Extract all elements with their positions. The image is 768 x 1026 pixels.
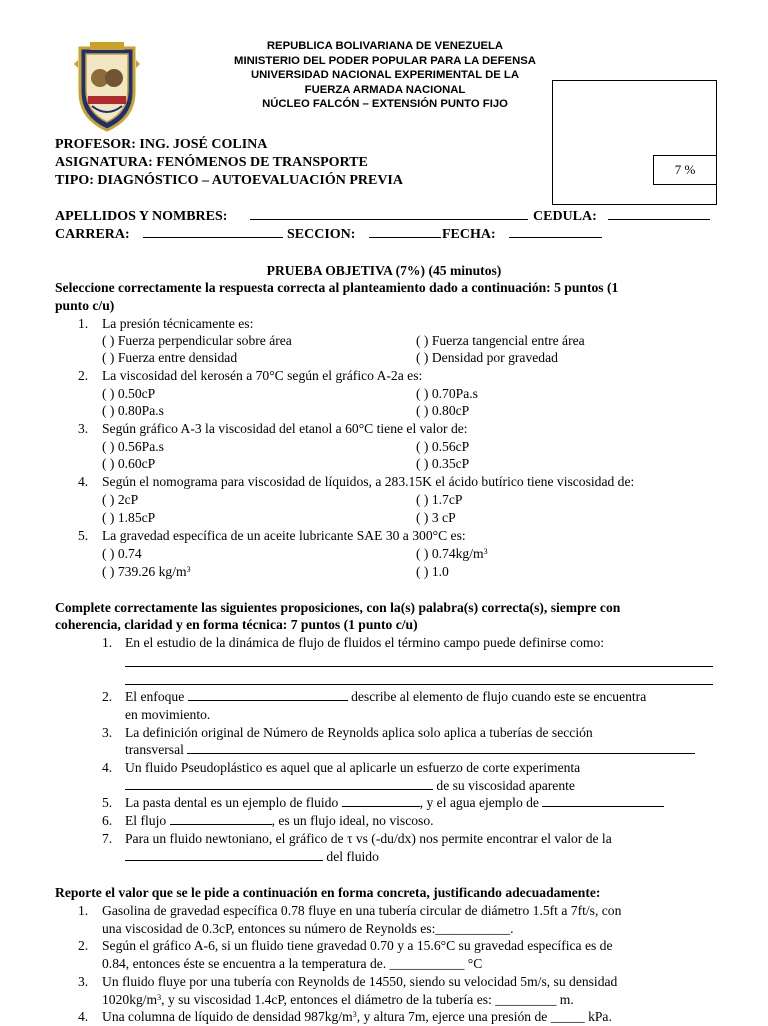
q5-option-c[interactable] [102,563,191,581]
s2-item7-text-b: del fluido [326,849,379,864]
s2-item7-text: Para un fluido newtoniano, el gráfico de τ vs (-du/dx) nos permite encontrar el valor de la [125,831,612,846]
header-line: FUERZA ARMADA NACIONAL [304,83,466,96]
apellidos-field[interactable] [250,208,528,220]
asignatura-line: ASIGNATURA: FENÓMENOS DE TRANSPORTE [55,155,368,170]
q3-option-a[interactable]: ( ) 0.56Pa.s [102,439,164,454]
q4-option-b[interactable]: ( ) 1.7cP [416,492,463,507]
s2-item6-text [125,812,434,830]
s2-item3-blank[interactable] [187,741,695,754]
s2-item1-answer-line2[interactable] [125,684,713,685]
grade-box [552,80,717,205]
header-block [200,39,570,112]
section2-instruction: Complete correctamente las siguientes proposiciones, con la(s) palabra(s) correcta(s), siempre con [55,600,621,615]
s3-item2-text: Según el gráfico A-6, si un fluido tiene gravedad 0.70 y a 15.6°C su gravedad específica es de [102,938,613,953]
q3-text: Según gráfico A-3 la viscosidad del etanol a 60°C tiene el valor de: [102,421,468,436]
grade-percent: 7 % [653,155,717,185]
q3-number: 3. [78,421,89,436]
s3-item3-text-b: , y su viscosidad 1.4cP, entonces el diámetro de la tubería es: _________ m. [161,992,574,1007]
s2-item1-text: En el estudio de la dinámica de flujo de fluidos el término campo puede definirse como: [125,635,605,650]
q5-option-b-sup: 3 [483,547,488,556]
s2-item3-text-cont [125,741,695,759]
fecha-label: FECHA: [442,227,496,242]
s2-item4-blank[interactable] [125,777,433,790]
s2-item7-number: 7. [102,831,113,846]
seccion-field[interactable] [369,226,441,238]
s2-item3-number: 3. [102,725,113,740]
s2-item5-text [125,794,664,812]
s3-item2-number: 2. [78,938,89,953]
s2-item7-blank[interactable] [125,848,323,861]
q2-text: La viscosidad del kerosén a 70°C según el gráfico A-2a es: [102,368,423,383]
q5-text: La gravedad específica de un aceite lubricante SAE 30 a 300°C es: [102,528,466,543]
s2-item4-text-cont [125,777,575,795]
s2-item4-text-b: de su viscosidad aparente [436,778,575,793]
q2-option-d[interactable]: ( ) 0.80cP [416,403,470,418]
s2-item3-text-b: transversal [125,742,184,757]
q4-number: 4. [78,474,89,489]
section3-instruction: Reporte el valor que se le pide a continuación en forma concreta, justificando adecuadamente: [55,885,601,900]
s3-item2-text-cont: 0.84, entonces éste se encuentra a la temperatura de. ___________ °C [102,956,483,971]
s2-item5-blank-b[interactable] [542,794,664,807]
s2-item2-blank[interactable] [188,688,348,701]
cedula-label: CEDULA: [533,209,597,224]
s2-item2-text [125,688,646,706]
q3-option-c[interactable]: ( ) 0.60cP [102,456,156,471]
s2-item4-text: Un fluido Pseudoplástico es aquel que al aplicarle un esfuerzo de corte experimenta [125,760,581,775]
cedula-field[interactable] [608,208,710,220]
section1-instruction: Seleccione correctamente la respuesta correcta al planteamiento dado a continuación: 5 puntos (1 [55,280,619,295]
profesor-line: PROFESOR: ING. JOSÉ COLINA [55,137,268,152]
s2-item2-text-a: El enfoque [125,689,185,704]
fecha-field[interactable] [509,226,602,238]
section1-title: PRUEBA OBJETIVA (7%) (45 minutos) [266,263,502,278]
header-line: MINISTERIO DEL PODER POPULAR PARA LA DEFENSA [234,54,536,67]
s3-item3-text: Un fluido fluye por una tubería con Reynolds de 14550, siendo su velocidad 5m/s, su densidad [102,974,618,989]
s3-item4-number: 4. [78,1009,89,1024]
s3-item3-text-cont [102,991,574,1009]
q4-text: Según el nomograma para viscosidad de líquidos, a 283.15K el ácido butírico tiene viscosidad de: [102,474,635,489]
s3-item3-number: 3. [78,974,89,989]
s2-item1-number: 1. [102,635,113,650]
s2-item3-text: La definición original de Número de Reynolds aplica solo aplica a tuberías de sección [125,725,593,740]
q2-option-a[interactable]: ( ) 0.50cP [102,386,156,401]
s2-item5-text-b: , y el agua ejemplo de [419,795,539,810]
s2-item6-blank[interactable] [170,812,272,825]
s3-item3-sup: 3 [157,993,162,1002]
s2-item5-blank-a[interactable] [342,794,420,807]
q5-option-b[interactable] [416,545,488,563]
carrera-label: CARRERA: [55,227,130,242]
s2-item5-text-a: La pasta dental es un ejemplo de fluido [125,795,339,810]
s2-item5-number: 5. [102,795,113,810]
q1-number: 1. [78,316,89,331]
q1-text: La presión técnicamente es: [102,316,254,331]
q5-option-a[interactable]: ( ) 0.74 [102,546,142,561]
s2-item2-text-cont: en movimiento. [125,707,211,722]
s2-item4-number: 4. [102,760,113,775]
seccion-label: SECCION: [287,227,356,242]
s2-item2-number: 2. [102,689,113,704]
tipo-line: TIPO: DIAGNÓSTICO – AUTOEVALUACIÓN PREVIA [55,173,403,188]
q4-option-d[interactable]: ( ) 3 cP [416,510,456,525]
s2-item6-number: 6. [102,813,113,828]
q2-option-c[interactable]: ( ) 0.80Pa.s [102,403,164,418]
s3-item4-text-b: , y altura 7m, ejerce una presión de _____ kPa. [356,1009,612,1024]
s3-item3-text-a: 1020kg/m [102,992,158,1007]
q3-option-d[interactable]: ( ) 0.35cP [416,456,470,471]
apellidos-label: APELLIDOS Y NOMBRES: [55,209,228,224]
university-seal [74,40,140,132]
s3-item1-number: 1. [78,903,89,918]
q4-option-c[interactable]: ( ) 1.85cP [102,510,156,525]
header-line: NÚCLEO FALCÓN – EXTENSIÓN PUNTO FIJO [262,98,508,110]
q1-option-d[interactable]: ( ) Densidad por gravedad [416,350,558,365]
q1-option-b[interactable]: ( ) Fuerza tangencial entre área [416,333,585,348]
q1-option-c[interactable]: ( ) Fuerza entre densidad [102,350,238,365]
q5-option-d[interactable]: ( ) 1.0 [416,564,449,579]
section1-instruction-cont: punto c/u) [55,298,115,313]
q1-option-a[interactable]: ( ) Fuerza perpendicular sobre área [102,333,292,348]
q5-number: 5. [78,528,89,543]
s3-item4-sup: 3 [352,1010,357,1019]
q5-option-c-text: ( ) 739.26 kg/m [102,564,187,579]
q5-option-c-sup: 3 [186,565,191,574]
q5-option-b-text: ( ) 0.74kg/m [416,546,484,561]
s2-item6-text-b: , es un flujo ideal, no viscoso. [271,813,434,828]
s3-item1-text: Gasolina de gravedad específica 0.78 fluye en una tubería circular de diámetro 1.5ft a 7ft/s, con [102,903,622,918]
s3-item4-text [102,1008,612,1026]
s2-item2-text-b: describe al elemento de flujo cuando este se encuentra [351,689,647,704]
q3-option-b[interactable]: ( ) 0.56cP [416,439,470,454]
header-line: REPUBLICA BOLIVARIANA DE VENEZUELA [266,40,504,52]
q2-option-b[interactable]: ( ) 0.70Pa.s [416,386,478,401]
s3-item1-text-cont: una viscosidad de 0.3cP, entonces su número de Reynolds es:___________. [102,921,514,936]
s2-item7-text-cont [125,848,379,866]
header-line: UNIVERSIDAD NACIONAL EXPERIMENTAL DE LA [250,69,519,81]
carrera-field[interactable] [143,226,283,238]
s2-item1-answer-line1[interactable] [125,666,713,667]
s3-item4-text-a: Una columna de líquido de densidad 987kg/m [102,1009,353,1024]
q4-option-a[interactable]: ( ) 2cP [102,492,139,507]
s2-item6-text-a: El flujo [125,813,167,828]
section2-instruction-cont: coherencia, claridad y en forma técnica: 7 puntos (1 punto c/u) [55,617,418,632]
q2-number: 2. [78,368,89,383]
